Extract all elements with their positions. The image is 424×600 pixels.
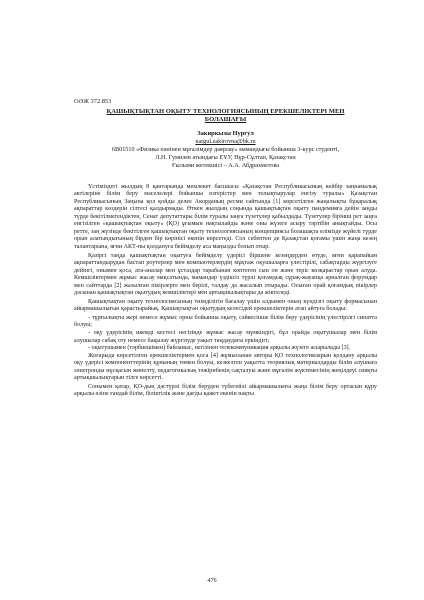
bullet-item-1: - тұрғылықты жері немесе жұмыс орны бойынша оқыту, сәйкесінше білім беру үдерісінің үлестірілгі сипатта болуы; [74, 314, 377, 329]
body-paragraph-5: Сонымен қатар, ҚО-дың дәстүрлі білім беруден түбегейлі айырмашылығы жаңа білім беру ортасын құру арқылы өзіне ғандай білім, біліктілік және дағды қажет екенін нақты [74, 383, 377, 398]
body-paragraph-2: Қазіргі таңда қашықтықтан оқытуға бейімделу үдерісі біршене кезеңдерден өтуде, яғни қарапайым ақпараттандырудан бастап роутерлер мен компьютерлердің мұқтаж оқушыларға үлестірілі, сабақтарды жүргізуге дейінгі, онымен қоса, ата-аналар мен ұстаздар тарабынан көптеген сын он және теріс көзқарастар орын алуда. Кемшіліктермен жұмыс жасау мақсатында, мамандар үздіксіз түрлі қоғамдық сұрақ-жауапқа арналған форумдар мен сайттарда [2] жазылған пікірлерге мен берілі, талдау да жасалып отырады. Осыған орай қоғамдық пікірлер дәсынан қашықтықтан оқытудың кемшіліктері мен артықшылықтары да жіктеледі. [74, 252, 377, 297]
bullet-item-2: - оқу үдерісінің икемді кестесі негізінде жұмыс жасау мүмкіндігі, бұл орайда оқытушылар мен білім алушылар сабақ оту немесе бақылау жүргізуде уақыт таңдаудағы еркіндігі; [74, 329, 377, 344]
section-spacer [74, 170, 377, 184]
article-content [74, 98, 377, 400]
author-affiliation-2: Л.Н. Гумилев атындағы ЕҰУ, Нұр-Сұлтан, Қазақстан [155, 154, 296, 161]
body-paragraph-1: Үстіміздегі жылдың 8 қантарында мемлекет басшысы «Қазақстан Республикасының кейбір заңнамалық актілеріне білім беру мәселелері бойынша өзгерістер мен толықтырулар енгізу туралы» Қазақстан Республикасының Заңына қол қойды делее Акорданың ресми сайтында [1] көрсетілген жаңалықты бұқаралық ақпараттар көздерін сілтесі қалдырмады. Өткен жылдың соңында қашықтықтан оқыту пандемияға дейін заңды түрде бекітілмегендіктен, Сенат депутаттары білім туралы заңға түзетулер қабылдады. Түзетулер бірінші рет заңға енгізілген «қашықтықтан оқыту» (ҚО) ұғымын нақтылайды және оны жүзеге асыру тәртібін анықтайды. Осы ретте, заң жүзінде бекітілген қашықтықтан оқыту технологиясының концепциясы болашақта елімізде жүйелі түрде орын алатындығының бірден бір көрінісі екенін көрсетеді. Сол себептен де Қазақстан қоғамы үшін жаңа кезең талантарына, яғни АКТ-ны қолдануға бейімделу аса маңызды болып отыр. [74, 183, 377, 250]
author-affiliation-1: 6В01510 «Физика пәнінен мұғалімдер даярлау» мамандығы бойынша 3-курс студенті, [111, 146, 340, 154]
article-title-line-1: ҚАШЫҚТЫҚТАН ОҚЫТУ ТЕХНОЛОГИЯСЫНЫҢ ЕРЕКШЕЛІКТЕРІ МЕН [106, 108, 345, 115]
author-supervisor: Ғылыми жетекшісі – А.А. Абдрахметова [171, 161, 280, 169]
body-paragraph-3: Қашықтықтан оқыту технологиясының тиімділігін бағалау үшін алдымен оның күндізгі оқыту формасынан айырмашылығын қарастырайық. Қашықтықтан оқытудың келесідей ерекшеліктерін атап айтуға болады: [74, 298, 377, 313]
page-number: 476 [207, 577, 217, 584]
article-title-line-2: БОЛАШАҒЫ [204, 116, 247, 124]
bullet-item-3: - оқытушымен (тәрбиешімен) байланыс, негізінен телекоммуникация арқылы жүзеге асырылады [3]. [88, 345, 351, 352]
article-title [74, 108, 377, 124]
body-paragraph-4: Жоғарыда көрсетілген ерекшеліктермен қоса [4] жұмысынан авторы ҚО технологияларын қолдану арқылы оқу үдерісі компоненттерінің құнының төмен болуы, кезкелген уақытта теориялық материалдарды білім алушыға электронды нұсқасын жөнелту, педагогикалық тәжірибенің сақталуы және мұғалім жүктемесінің жеңілдеуі сияқты артықшылықтарын тілге көрсетті. [74, 352, 377, 382]
author-name: Закиркызы Нургул [197, 130, 254, 138]
author-email[interactable]: nargul.zakirovna@bk.ru [195, 138, 256, 146]
udc-code: ОӘЖ 372.853 [74, 98, 112, 105]
